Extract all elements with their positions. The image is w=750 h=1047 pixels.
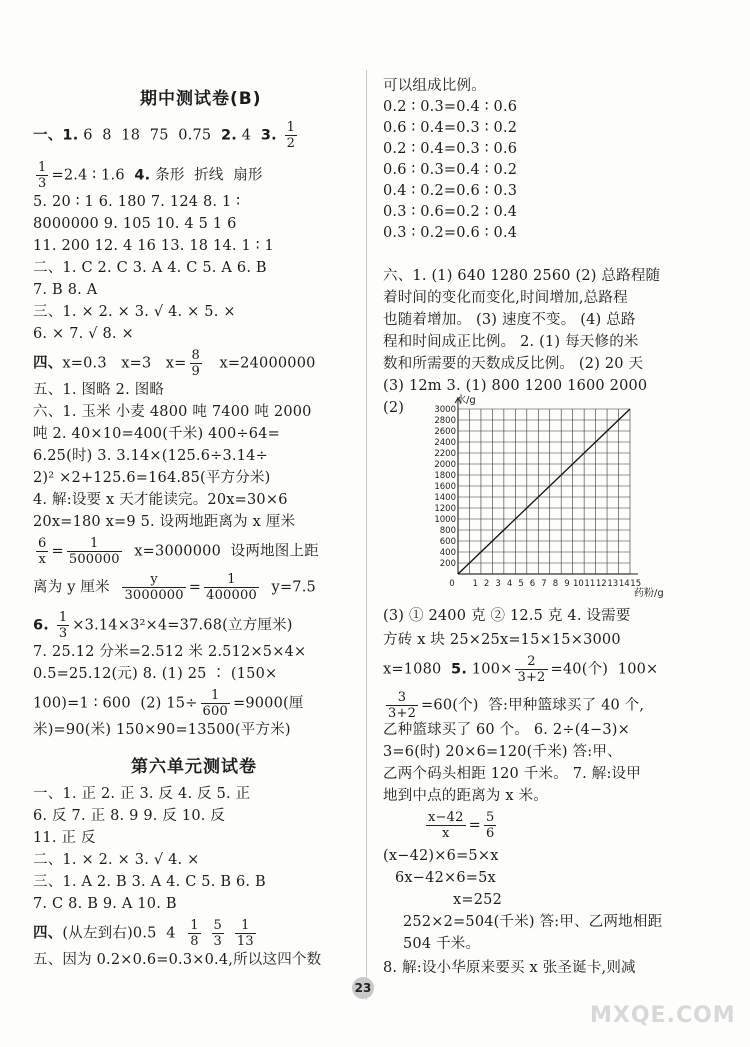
answer-line: 5. 20 ∶ 1 6. 180 7. 124 8. 1 ∶ [33, 194, 241, 210]
answer-line: 11. 200 12. 4 16 13. 18 14. 1 ∶ 1 [33, 238, 274, 254]
answer-line: (2) [383, 400, 405, 416]
x-tick-label: 9 [564, 579, 570, 589]
answer-line: 方砖 x 块 25×25x=15×15×3000 [383, 632, 621, 648]
fraction: $\frac{1}{400000}$ [206, 572, 257, 603]
answer-line: 0.6 ∶ 0.3=0.4 ∶ 0.2 [383, 162, 518, 178]
x-tick-label: 5 [518, 579, 524, 589]
x-tick-label: 14 [618, 579, 630, 589]
answer-line: $\frac{6}{x}$ = $\frac{1}{500000}$ x=3000000 设两地图上距 [38, 536, 319, 567]
x-tick-label: 13 [607, 579, 619, 589]
fraction: $\frac{1}{13}$ [236, 918, 254, 949]
answer-line: (x−42)×6=5×x [383, 848, 499, 864]
answer-line: 乙种篮球买了 60 个。 6. 2÷(4−3)× [383, 722, 630, 738]
answer-line: 0.6 ∶ 0.4=0.3 ∶ 0.2 [383, 120, 518, 136]
fraction: $\frac{5}{6}$ [485, 810, 495, 841]
x-tick-label: 8 [552, 579, 559, 589]
x-tick-label: 7 [541, 579, 547, 589]
y-tick-label: 1200 [434, 504, 456, 514]
fraction: $\frac{8}{9}$ [191, 348, 201, 379]
answer-line: 20x=180 x=9 5. 设两地距离为 x 厘米 [33, 514, 296, 530]
series-line [458, 409, 630, 574]
answer-line: 可以组成比例。 [383, 78, 486, 94]
answer-line: 四、(从左到右)0.5 4 $\frac{1}{8}$ $\frac{5}{3}$ $\frac{1}{13}$ [33, 918, 254, 949]
answer-line: 11. 正 反 [33, 830, 96, 846]
answer-line: 六、1. (1) 640 1280 2560 (2) 总路程随 [383, 268, 661, 284]
answer-line: 一、1. 正 2. 正 3. 反 4. 反 5. 正 [33, 786, 251, 802]
y-tick-label: 1400 [434, 493, 456, 503]
answer-line: 7. 25.12 分米=2.512 米 2.512×5×4× [33, 644, 307, 660]
answer-line: x=252 [453, 892, 503, 908]
answer-line: 6. 反 7. 正 8. 9 9. 反 10. 反 [33, 808, 226, 824]
y-tick-label: 2800 [434, 416, 456, 426]
y-tick-label: 600 [439, 537, 456, 547]
answer-line: 0.4 ∶ 0.2=0.6 ∶ 0.3 [383, 183, 518, 199]
answer-line: 三、1. A 2. B 3. A 4. C 5. B 6. B [33, 874, 266, 890]
answer-line: 4. 解:设要 x 天才能读完。20x=30×6 [33, 492, 288, 508]
fraction: $\frac{1}{3}$ [58, 610, 68, 641]
fraction: $\frac{y}{3000000}$ [124, 572, 184, 603]
fraction: $\frac{1}{600}$ [202, 688, 228, 719]
x-tick-label: 1 [472, 579, 478, 589]
line-chart [420, 393, 680, 605]
column-divider [366, 70, 367, 1000]
answer-line: 一、1. 6 8 18 75 0.75 2. 4 3. $\frac{1}{2}$ [33, 120, 296, 151]
answer-line: $\frac{x-42}{x}$ = $\frac{5}{6}$ [428, 810, 495, 841]
answer-line: 数和所需要的天数成反比例。 (2) 20 天 [383, 356, 644, 372]
answer-line: 地到中点的距离为 x 米。 [383, 788, 548, 804]
answer-line: 0.2 ∶ 0.4=0.3 ∶ 0.6 [383, 141, 518, 157]
answer-line: 吨 2. 40×10=400(千米) 400÷64= [33, 426, 280, 442]
answer-line: 7. C 8. B 9. A 10. B [33, 896, 177, 912]
fraction: $\frac{x-42}{x}$ [428, 810, 464, 841]
answer-line: 3=6(时) 20×6=120(千米) 答:甲、 [383, 744, 622, 760]
y-tick-label: 200 [439, 559, 456, 569]
answer-line: 7. B 8. A [33, 282, 98, 298]
y-axis-label: 水/g [456, 395, 476, 406]
answer-line: 三、1. × 2. × 3. √ 4. × 5. × [33, 304, 236, 320]
y-tick-label: 2000 [434, 460, 456, 470]
answer-line: $\frac{1}{3}$ =2.4 ∶ 1.6 4. 条形 折线 扇形 [38, 160, 263, 191]
y-tick-label: 1800 [434, 471, 456, 481]
x-tick-label: 11 [584, 579, 596, 589]
watermark: MXQE.COM [590, 1003, 736, 1028]
answer-line: 五、因为 0.2×0.6=0.3×0.4,所以这四个数 [33, 952, 322, 968]
answer-line: 二、1. C 2. C 3. A 4. C 5. A 6. B [33, 260, 267, 276]
page-number: 23 [352, 977, 374, 999]
y-tick-label: 2600 [434, 427, 456, 437]
answer-line: (3) ① 2400 克 ② 12.5 克 4. 设需要 [383, 608, 631, 624]
answer-line: 米)=90(米) 150×90=13500(平方米) [33, 722, 291, 738]
answer-line: 6x−42×6=5x [395, 870, 496, 886]
x-tick-label: 15 [630, 579, 642, 589]
answer-line: 8000000 9. 105 10. 4 5 1 6 [33, 216, 237, 232]
answer-line: 五、1. 图略 2. 图略 [33, 382, 165, 398]
fraction: $\frac{1}{3}$ [38, 160, 47, 191]
answer-line: 二、1. × 2. × 3. √ 4. × [33, 852, 200, 868]
section-title-midterm: 期中测试卷(B) [140, 89, 262, 109]
answer-line: 100)=1 ∶ 600 (2) 15÷ $\frac{1}{600}$ =9000(厘 [33, 688, 304, 719]
answer-line: 六、1. 玉米 小麦 4800 吨 7400 吨 2000 [33, 404, 312, 420]
x-tick-label: 0 [449, 579, 455, 589]
answer-line: 504 千米。 [403, 936, 481, 952]
answer-line: 程和时间成正比例。 2. (1) 每天修的米 [383, 334, 639, 350]
fraction: $\frac{2}{3+2}$ [517, 654, 546, 685]
answer-line: 252×2=504(千米) 答:甲、乙两地相距 [403, 914, 663, 930]
x-tick-label: 10 [572, 579, 584, 589]
x-tick-label: 6 [529, 579, 536, 589]
fraction: $\frac{3}{3+2}$ [388, 690, 417, 721]
answer-line: 6. × 7. √ 8. × [33, 326, 134, 342]
y-tick-label: 2400 [434, 438, 456, 448]
answer-line: 8. 解:设小华原来要买 x 张圣诞卡,则减 [383, 960, 636, 976]
answer-line: 6.25(时) 3. 3.14×(125.6÷3.14÷ [33, 448, 268, 464]
answer-line: $\frac{3}{3+2}$ =60(个) 答:甲种篮球买了 40 个, [388, 690, 645, 721]
x-tick-label: 2 [483, 579, 490, 589]
answer-line: 6. $\frac{1}{3}$ ×3.14×3²×4=37.68(立方厘米) [33, 610, 293, 641]
fraction: $\frac{1}{500000}$ [68, 536, 120, 567]
x-axis-label: 药粉/g [634, 588, 664, 599]
answer-line: 2)² ×2+125.6=164.85(平方分米) [33, 470, 271, 486]
answer-line: 着时间的变化而变化,时间增加,总路程 [383, 290, 628, 306]
x-tick-label: 4 [506, 579, 513, 589]
x-tick-label: 3 [495, 579, 501, 589]
y-tick-label: 3000 [434, 405, 456, 415]
answer-line: 四、x=0.3 x=3 x= $\frac{8}{9}$ x=24000000 [33, 348, 316, 379]
y-tick-label: 1600 [434, 482, 456, 492]
answer-line: 0.2 ∶ 0.3=0.4 ∶ 0.6 [383, 99, 518, 115]
y-tick-label: 2200 [434, 449, 456, 459]
section-title-unit6: 第六单元测试卷 [131, 757, 257, 777]
y-tick-label: 800 [439, 526, 456, 536]
fraction: $\frac{5}{3}$ [213, 918, 223, 949]
answer-line: 也随着增加。 (3) 速度不变。 (4) 总路 [383, 312, 636, 328]
y-tick-label: 1000 [434, 515, 456, 525]
x-tick-label: 12 [595, 579, 607, 589]
answer-line: 0.3 ∶ 0.2=0.6 ∶ 0.4 [383, 225, 518, 241]
answer-line: 0.3 ∶ 0.6=0.2 ∶ 0.4 [383, 204, 518, 220]
y-tick-label: 400 [439, 548, 456, 558]
answer-line: 乙两个码头相距 120 千米。 7. 解:设甲 [383, 766, 641, 782]
fraction: $\frac{1}{8}$ [190, 918, 199, 949]
answer-line: x=1080 5. 100× $\frac{2}{3+2}$ =40(个) 100× [383, 654, 659, 685]
answer-line: 离为 y 厘米 $\frac{y}{3000000}$ = $\frac{1}{400000}$ y=7.5 [33, 572, 316, 603]
answer-line: 0.5=25.12(元) 8. (1) 25 ∶ (150× [33, 666, 278, 682]
fraction: $\frac{1}{2}$ [286, 120, 296, 151]
answer-line: (3) 12m 3. (1) 800 1200 1600 2000 [383, 378, 648, 394]
fraction: $\frac{6}{x}$ [38, 536, 47, 567]
